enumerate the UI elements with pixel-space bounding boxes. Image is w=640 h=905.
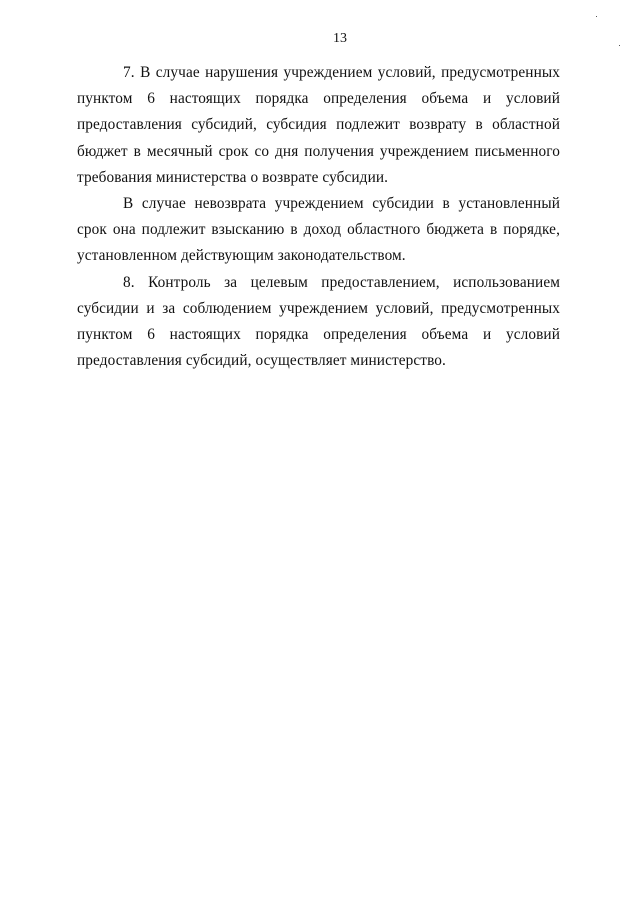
page-number: 13	[333, 31, 347, 46]
paragraph-7-continued: В случае невозврата учреждением субсидии в установленный срок она подлежит взысканию в доход областного бюджета в порядке, установленном действующим законодательством.	[77, 195, 560, 265]
document-body	[77, 60, 560, 374]
scan-speck	[596, 16, 597, 17]
paragraph-8: 8. Контроль за целевым предоставлением, использованием субсидии и за соблюдением учреждением условий, предусмотренных пунктом 6 настоящих порядка определения объема и условий предоставления субсидий, осуществляет министерство.	[77, 273, 560, 370]
scan-speck	[619, 45, 620, 46]
paragraph-7: 7. В случае нарушения учреждением условий, предусмотренных пунктом 6 настоящих порядка определения объема и условий предоставления субсидий, субсидия подлежит возврату в областной бюджет в месячный срок со дня получения учреждением письменного требования министерства о возврате субсидии.	[77, 64, 560, 186]
